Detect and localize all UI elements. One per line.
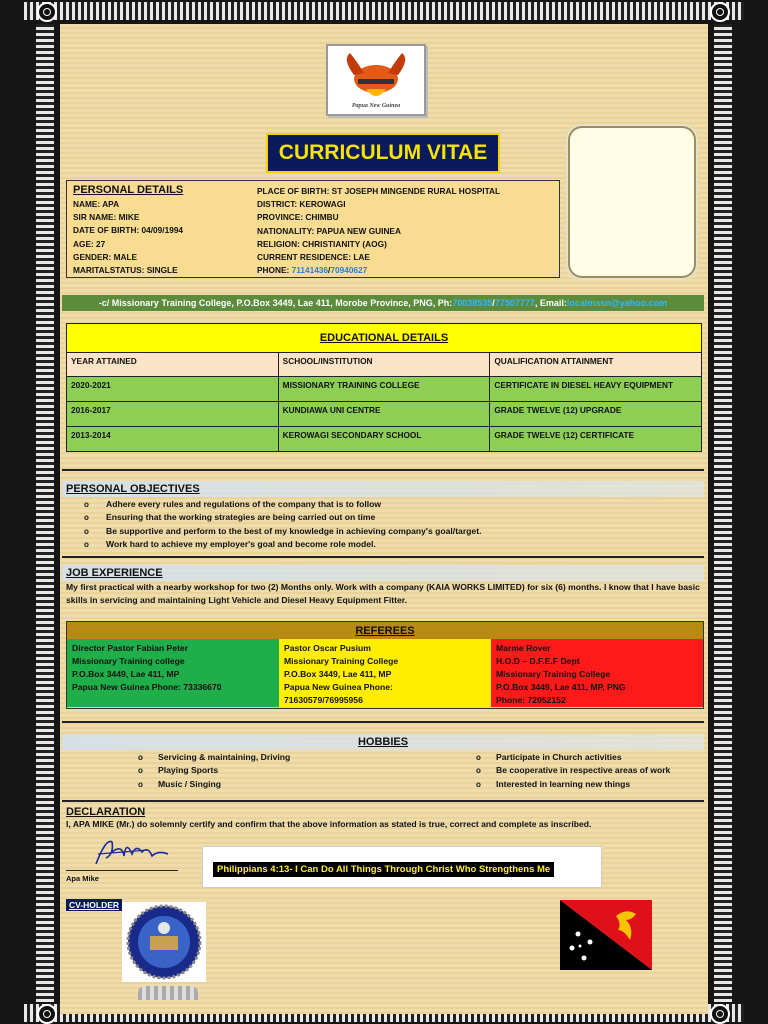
- table-cell: GRADE TWELVE (12) CERTIFICATE: [494, 430, 635, 440]
- experience-section: [62, 565, 704, 608]
- address-phone-2[interactable]: 77507777: [494, 298, 535, 308]
- personal-field: MARITALSTATUS: SINGLE: [73, 265, 178, 276]
- hobbies-heading: HOBBIES: [62, 734, 704, 750]
- referee-line: P.O.Box 3449, Lae 411, MP: [72, 669, 180, 679]
- photo-placeholder: [568, 126, 696, 278]
- list-item: o Be cooperative in respective areas of work: [476, 764, 670, 777]
- table-cell: GRADE TWELVE (12) UPGRADE: [494, 405, 622, 415]
- left-border: [36, 24, 54, 1002]
- phone-field: [257, 264, 500, 277]
- address-separator: /: [492, 298, 495, 308]
- right-border: [714, 24, 732, 1002]
- table-cell: KEROWAGI SECONDARY SCHOOL: [279, 427, 491, 451]
- referee-line: Marme Rover: [496, 643, 551, 653]
- table-row: [66, 377, 702, 402]
- referee-line: Papua New Guinea Phone: 73336670: [72, 682, 222, 692]
- list-item: o Be supportive and perform to the best of my knowledge in achieving company's goal/target.: [62, 525, 704, 538]
- personal-field: NAME: APA: [73, 199, 120, 209]
- personal-field: GENDER: MALE: [73, 251, 138, 262]
- column-header: YEAR ATTAINED: [67, 353, 279, 376]
- section-divider: [62, 800, 704, 802]
- declaration-heading: DECLARATION: [66, 806, 146, 818]
- bird-of-paradise-emblem-icon: [326, 44, 426, 116]
- experience-heading: JOB EXPERIENCE: [62, 565, 704, 581]
- signature-icon: [92, 834, 172, 870]
- contact-address-bar: [62, 295, 704, 311]
- cv-holder-label: CV-HOLDER: [66, 899, 122, 911]
- referee-line: Missionary Training College: [284, 656, 399, 666]
- objectives-section: [62, 481, 704, 551]
- referee-line: Pastor Oscar Pusium: [284, 643, 371, 653]
- phone-link-2[interactable]: 70940627: [330, 265, 368, 276]
- referee-line: P.O.Box 3449, Lae 411, MP, PNG: [496, 682, 626, 692]
- education-table: [66, 323, 702, 452]
- table-header-row: [66, 353, 702, 377]
- list-item: o Playing Sports: [138, 764, 290, 777]
- list-item: o Participate in Church activities: [476, 751, 670, 764]
- logo-caption: Papua New Guinea: [351, 103, 401, 109]
- referees-table: [66, 621, 704, 709]
- personal-field: CURRENT RESIDENCE: LAE: [257, 252, 370, 263]
- table-row: [66, 427, 702, 452]
- corner-ornament-icon: [37, 2, 57, 22]
- referees-heading: REFEREES: [67, 622, 703, 639]
- referee-line: Missionary Training college: [72, 656, 185, 666]
- referee-line: Director Pastor Fabian Peter: [72, 643, 189, 653]
- personal-field: DISTRICT: KEROWAGI: [257, 199, 346, 210]
- column-header: QUALIFICATION ATTAINMENT: [494, 356, 614, 366]
- personal-field: PROVINCE: CHIMBU: [257, 212, 339, 223]
- declaration-text: I, APA MIKE (Mr.) do solemnly certify and confirm that the above information as stated is true, correct and complete as inscribed.: [66, 819, 592, 829]
- top-border: [24, 2, 744, 20]
- personal-field: NATIONALITY: PAPUA NEW GUINEA: [257, 225, 401, 236]
- png-flag-icon: [560, 900, 652, 970]
- personal-left-column: [73, 198, 183, 277]
- table-cell: 2016-2017: [67, 402, 279, 426]
- email-label: , Email:: [534, 298, 567, 308]
- referee-line: Missionary Training College: [496, 669, 611, 679]
- seal-ribbon: [138, 986, 198, 1000]
- signer-name: Apa Mike: [66, 874, 99, 883]
- page-title: CURRICULUM VITAE: [266, 133, 500, 173]
- referee-line: Papua New Guinea Phone:: [284, 682, 393, 692]
- email-link[interactable]: localmssn@yahoo.com: [566, 298, 668, 308]
- table-cell: 2013-2014: [67, 427, 279, 451]
- table-cell: 2020-2021: [67, 377, 279, 401]
- personal-details-box: [66, 180, 560, 278]
- personal-field: AGE: 27: [73, 238, 106, 249]
- phone-label: PHONE:: [257, 265, 292, 276]
- section-divider: [62, 469, 704, 471]
- education-heading: EDUCATIONAL DETAILS: [66, 323, 702, 353]
- personal-field: RELIGION: CHRISTIANITY (AOG): [257, 238, 387, 249]
- corner-ornament-icon: [37, 1004, 57, 1024]
- hobbies-list-right: [476, 751, 670, 791]
- list-item: o Work hard to achieve my employer's goal and become role model.: [62, 538, 704, 551]
- referee-card: [67, 639, 279, 707]
- college-seal-icon: [122, 902, 206, 982]
- bible-verse-box: [202, 846, 602, 888]
- list-item: o Ensuring that the working strategies are being carried out on time: [62, 511, 704, 524]
- personal-right-column: [257, 185, 500, 277]
- list-item: o Music / Singing: [138, 778, 290, 791]
- personal-field: SIR NAME: MIKE: [73, 212, 140, 223]
- referee-card: [491, 639, 703, 707]
- list-item: o Servicing & maintaining, Driving: [138, 751, 290, 764]
- referee-line: Phone: 72052152: [496, 695, 566, 705]
- list-item: o Adhere every rules and regulations of the company that is to follow: [62, 498, 704, 511]
- table-cell: CERTIFICATE IN DIESEL HEAVY EQUIPMENT: [494, 380, 674, 390]
- objectives-list: [62, 498, 704, 551]
- referee-line: H.O.D – D.F.E.F Dept: [496, 656, 580, 666]
- referee-card: [279, 639, 491, 707]
- table-row: [66, 402, 702, 427]
- phone-link-1[interactable]: 71141436: [291, 265, 329, 276]
- experience-text: My first practical with a nearby workshop for two (2) Months only. Work with a company (KAIA WORKS LIMITED) for six (6) months. I know that I have basic skills in servicing and maintaining Light Vehicle and Diesel Heavy Equipment Fitter.: [66, 582, 700, 606]
- referee-line: P.O.Box 3449, Lae 411, MP: [284, 669, 392, 679]
- address-text: -c/ Missionary Training College, P.O.Box 3449, Lae 411, Morobe Province, PNG, Ph:: [98, 298, 453, 308]
- declaration-section: [62, 806, 704, 831]
- table-cell: KUNDIAWA UNI CENTRE: [279, 402, 491, 426]
- table-cell: MISSIONARY TRAINING COLLEGE: [279, 377, 491, 401]
- referee-line: 71630579/76995956: [284, 695, 363, 705]
- bible-verse-text: Philippians 4:13- I Can Do All Things Through Christ Who Strengthens Me: [213, 862, 554, 877]
- address-phone-1[interactable]: 70038535: [452, 298, 493, 308]
- section-divider: [62, 556, 704, 558]
- corner-ornament-icon: [710, 1004, 730, 1024]
- objectives-heading: PERSONAL OBJECTIVES: [62, 481, 704, 497]
- signature-line: [66, 870, 178, 871]
- hobbies-list-left: [138, 751, 290, 791]
- corner-ornament-icon: [710, 2, 730, 22]
- personal-details-heading: PERSONAL DETAILS: [73, 184, 184, 196]
- list-item: o Interested in learning new things: [476, 778, 670, 791]
- hobbies-section: [62, 734, 704, 789]
- phone-separator: /: [328, 265, 331, 276]
- column-header: SCHOOL/INSTITUTION: [279, 353, 491, 376]
- personal-field: PLACE OF BIRTH: ST JOSEPH MINGENDE RURAL HOSPITAL: [257, 186, 501, 196]
- section-divider: [62, 721, 704, 723]
- personal-field: DATE OF BIRTH: 04/09/1994: [73, 225, 184, 236]
